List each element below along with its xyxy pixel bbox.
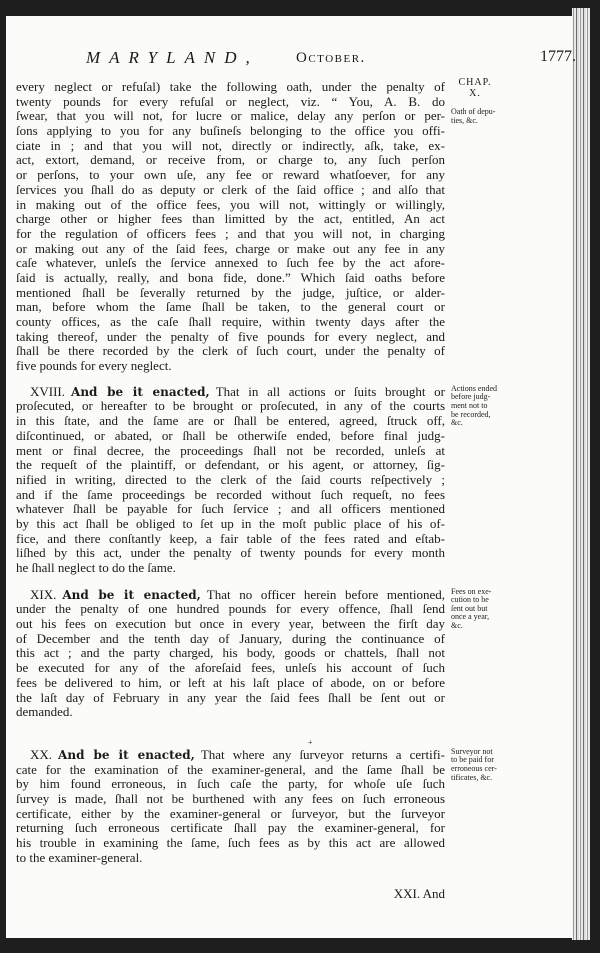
section-number: XIX. [30, 586, 57, 602]
enacting-clause: And be it enacted, [58, 747, 195, 762]
margin-note [451, 385, 511, 428]
text-line: nified in writing, directed to the clerk of the ſaid courts reſpectively ; [16, 471, 445, 487]
text-line: fice, and there conſtantly keep, a fair table of the fees rated and eſtab- [16, 530, 445, 546]
text-line: and if the ſame proceedings be recorded without ſuch requeſt, no fees [16, 486, 445, 502]
text-line: man, before whom the ſame ſhall be taken, to the general court or [16, 299, 445, 315]
text-line: whatever ſhall be payable for ſuch ſervice ; and all officers mentioned [16, 501, 445, 517]
margin-note [451, 108, 511, 125]
margin-note [451, 588, 511, 631]
margin-note-line: Surveyor not [451, 746, 493, 756]
text-line: county offices, as the caſe ſhall require, within twenty days after the [16, 314, 445, 329]
text-line [16, 588, 445, 603]
text-line [16, 748, 445, 763]
text-line: for the regulation of officers fees ; and that you will not, in charging [16, 225, 445, 241]
text-line: out his fees on execution but once in every year, between the firſt day [16, 616, 445, 632]
text-line: ciate in ; and that you will not, directly or indirectly, aſk, take, ex- [16, 137, 445, 153]
text-line: the laſt day of February in any year the ſaid fees ſhall be ſent out or [16, 689, 445, 705]
section-paragraph [16, 383, 497, 576]
section-paragraph [16, 746, 497, 866]
text-line: be executed for any of the aforeſaid fees, unleſs his account of ſuch [16, 660, 445, 676]
text-line: ſervices you ſhall do as deputy or clerk of the ſaid office ; and alſo that [16, 181, 445, 197]
margin-note-line: CHAP. [458, 77, 492, 88]
text-line: proſecuted, or hereafter to be brought or proſecuted, in any of the courts [16, 398, 445, 414]
margin-note-line: to be paid for [451, 755, 494, 765]
text-line: every neglect or refuſal) take the following oath, under the penalty of [16, 79, 445, 94]
text-line: or perſons, to your own uſe, any fee or reward whatſoever, for any [16, 167, 445, 183]
running-head-month: October. [296, 50, 366, 66]
text-line: this act ; and the party charged, his body, goods or chattels, ſhall not [16, 645, 445, 661]
chapter-marker [451, 77, 499, 99]
enacting-clause: And be it enacted, [62, 587, 201, 602]
text-line: five pounds for every neglect. [16, 358, 172, 374]
text-line: of December and the tenth day of January, during the continuance of [16, 630, 445, 646]
enacting-clause: And be it enacted, [71, 384, 210, 399]
text-line: mentioned ſhall be ſeverally returned by the judge, juſtice, or alder- [16, 284, 445, 300]
text-line: charge other or higher fees than limitted by the act, entitled, An act [16, 211, 445, 227]
margin-note-line: cution to be [451, 595, 489, 605]
text-line: to the examiner-general. [16, 849, 143, 865]
text-line: act, extort, demand, or receive from, or charge to, any ſuch perſon [16, 152, 445, 168]
text-line: ſurvey is made, ſhall not be burthened with any fees on ſuch erroneous [16, 790, 445, 806]
margin-note-line: &c. [451, 621, 463, 631]
text-line: he ſhall neglect to do the ſame. [16, 560, 176, 575]
margin-note-line: ſent out but [451, 603, 488, 613]
text-line: his trouble in examining the ſame, ſuch fees as by this act are allowed [16, 835, 445, 850]
text-line: or making out any of the ſaid fees, charge or make out any fee in any [16, 240, 445, 256]
running-head-state: MARYLAND, [86, 48, 259, 67]
text-line: liſhed by this act, under the penalty of twenty pounds for every month [16, 545, 445, 561]
text-line: ſons applying to you for any buſineſs belonging to the office you offi- [16, 123, 445, 139]
section-number: XVIII. [30, 383, 66, 399]
text-line: taking thereof, under the penalty of five pounds for every neglect, and [16, 328, 445, 344]
text-line: returning ſuch erroneous certificate ſhall pay the examiner-general, for [16, 820, 445, 836]
text-line: the requeſt of the plaintiff, or defendant, or his agent, or attorney, ſig- [16, 457, 445, 473]
margin-note-line: Actions ended [451, 383, 497, 393]
running-head-year: 1777. [540, 48, 576, 65]
text-line: caſe whatever, unleſs the ſervice annexed to ſuch fee by the act afore- [16, 255, 445, 271]
margin-note-line: ment not to [451, 400, 488, 410]
text-line: demanded. [16, 704, 73, 720]
section-paragraph [16, 586, 492, 720]
margin-note-line: Fees on exe- [451, 586, 492, 596]
text-line: in making out of the office fees, you will not, wittingly or willingly, [16, 196, 445, 212]
text-line: diſcontinued, or abated, or ſhall be otherwiſe ended, before final judg- [16, 427, 445, 443]
margin-note-line: tificates, &c. [451, 772, 493, 782]
margin-note-line: X. [469, 88, 481, 99]
text-line: ment or final decree, the proceedings ſhall not be recorded, unleſs at [16, 442, 445, 458]
line-text: That where any ſurveyor returns a certifi- [200, 746, 445, 762]
line-text: That no officer herein before mentioned, [206, 586, 445, 602]
text-line: fees be delivered to him, or left at his laſt place of abode, on or before [16, 674, 445, 690]
section-number: XX. [30, 746, 53, 762]
printer-ornament-icon: + [308, 738, 313, 747]
text-line: ſwear, that you will not, for lucre or malice, delay any perſon or per- [16, 108, 445, 124]
line-text: That in all actions or ſuits brought or [215, 383, 445, 399]
page-edge-stack [572, 8, 590, 940]
paragraph-continued [16, 77, 496, 374]
margin-note-line: before judg- [451, 392, 491, 402]
margin-note-line: Oath of depu- [451, 107, 496, 116]
margin-note-line: be recorded, [451, 409, 491, 419]
text-line: ſaid is actually, really, and bona fide, done.” Which ſaid oaths before [16, 269, 445, 285]
margin-note-line: &c. [451, 418, 463, 428]
margin-note [451, 748, 511, 782]
margin-note-line: once a year, [451, 612, 490, 622]
margin-note-line: erroneous cer- [451, 764, 497, 774]
text-line: ſhall be there recorded by the clerk of ſuch court, under the penalty of [16, 343, 445, 359]
margin-note-line: ties, &c. [451, 115, 478, 125]
text-line: by him found erroneous, in ſuch caſe the party, for whoſe uſe ſuch [16, 776, 445, 792]
text-line: twenty pounds for every refuſal or neglect, viz. “ You, A. B. do [16, 93, 445, 109]
text-line: by this act ſhall be obliged to ſet up in the moſt public place of his of- [16, 515, 445, 531]
text-line [16, 385, 445, 400]
text-line: in this ſtate, and the ſame are or ſhall be entered, agreed, ſtruck off, [16, 413, 445, 429]
text-column [16, 77, 497, 865]
text-line: under the penalty of one hundred pounds for every offence, ſhall ſend [16, 601, 445, 617]
text-line: certificate, either by the examiner-general or ſurveyor, but the ſurveyor [16, 805, 445, 821]
text-line: cate for the examination of the examiner-general, and the ſame ſhall be [16, 761, 445, 777]
catchword: XXI. And [393, 886, 445, 901]
